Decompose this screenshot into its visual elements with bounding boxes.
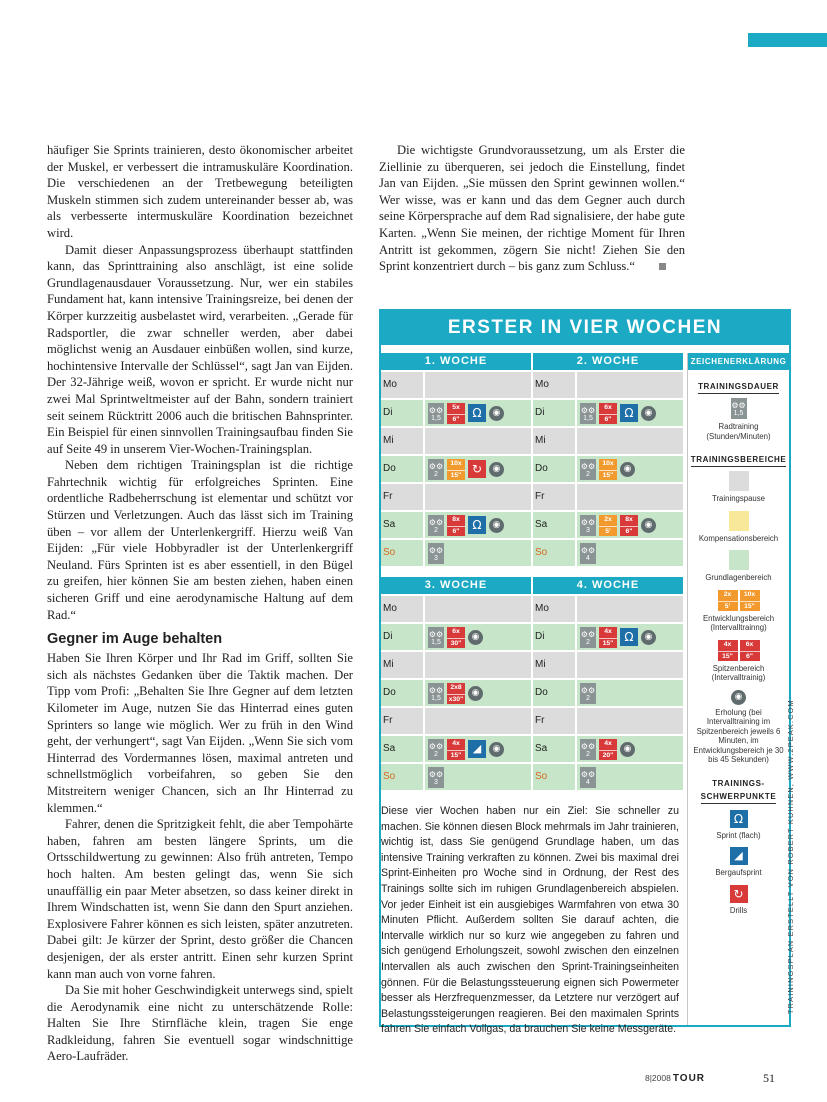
- week-day-row: [381, 540, 531, 566]
- recovery-icon: ◉: [489, 518, 504, 533]
- week-day-row: [381, 372, 531, 398]
- interval-duration: 5': [599, 526, 617, 536]
- recovery-icon: ◉: [489, 462, 504, 477]
- interval-icon: [447, 515, 465, 536]
- day-label: Fr: [533, 708, 575, 734]
- interval-reps: 6x: [745, 640, 754, 648]
- day-label: Mi: [381, 428, 423, 454]
- paragraph: Neben dem richtigen Trainingsplan ist die richtige Fahrtechnik wichtig für erfolgreiches Sprinten. Eine ordentliche Radbeherrschung ist elementar und schützt vor Stürzen und Verletzungen. Auch das lässt sich im Training üben – vor allem der Unterlenkergriff. Hierzu weiß Van Eijden: „Für viele Hobbyradler ist der Unterlenkergriff Neuland. Fürs Sprinten ist es aber essentiell, in den Bügel zu greifen, hier können Sie am besten ziehen, haben einen sicheren Griff und eine aerodynamische Haltung auf dem Rad.“: [47, 458, 353, 622]
- paragraph: häufiger Sie Sprints trainieren, desto ökonomischer arbeitet der Muskel, er verbessert die intramuskuläre Koordination. Die verschiedenen an der Tretbewegung beteiligten Muskeln stimmen sich zudem untereinander besser ab, was als verbesserte intermuskuläre Koordination bezeichnet wird.: [47, 143, 353, 240]
- interval-duration: 15": [599, 638, 617, 648]
- grundlagen-swatch: [729, 550, 749, 570]
- week-table: [381, 577, 531, 792]
- bike-hours: 2: [586, 694, 590, 702]
- legend-title: ZEICHENERKLÄRUNG: [688, 353, 789, 370]
- interval-duration: 30": [447, 638, 465, 648]
- legend-item-radtraining: [688, 398, 789, 441]
- legend-label: Erholung (bei Intervalltraining im Spitzenbereich jeweils 6 Minuten, im Entwicklungsbereich je 30 bis 45 Sekunden): [693, 707, 784, 764]
- day-plan-cell: [577, 372, 683, 398]
- day-label: Fr: [381, 484, 423, 510]
- bike-hours: 3: [586, 526, 590, 534]
- day-plan-cell: [577, 428, 683, 454]
- week-day-row: [533, 596, 683, 622]
- day-label: So: [381, 764, 423, 790]
- interval-duration: 6": [447, 526, 465, 536]
- interval-reps: 4x: [723, 640, 732, 648]
- interval-duration: 6": [599, 414, 617, 424]
- interval-duration: 6": [740, 651, 760, 661]
- recovery-icon: ◉: [731, 690, 746, 705]
- interval-duration: 6": [447, 414, 465, 424]
- legend-label: Bergaufsprint: [715, 868, 762, 877]
- end-mark-icon: [659, 263, 666, 270]
- legend-section-label: TRAININGS-: [712, 778, 765, 788]
- bike-icon: ⚙⚙ 4: [580, 543, 596, 564]
- bike-hours: 1,5: [431, 414, 441, 422]
- legend-item-grundlagen: [688, 550, 789, 583]
- footer: [645, 1073, 705, 1084]
- interval-reps: 10x: [743, 590, 756, 598]
- interval-icon: [599, 739, 617, 760]
- day-label: Mo: [381, 596, 423, 622]
- interval-reps: 5x: [452, 403, 460, 411]
- legend-item-drills: [688, 885, 789, 916]
- interval-duration: 5': [718, 601, 738, 611]
- legend-item-sprint: [688, 810, 789, 841]
- day-plan-cell: [425, 736, 531, 762]
- paragraph: Haben Sie Ihren Körper und Ihr Rad im Griff, sollten Sie sich als nächstes Gedanken über die Taktik machen. Der Tipp vom Profi: „Behalten Sie Ihre Gegner auf dem letzten Kilometer im Auge, nutzen Sie das Hinterrad eines guten Sprinters so lange wie möglich. Wer zu früh in den Wind geht, der verhungert“, sagt Van Eijden. „Wenn Sie sich vom Hinterrad des Vordermannes lösen, maximal antreten und schnellstmöglich vorbeifahren, so geben Sie den Mitstreitern weniger Chancen, sich an Ihr Hinterrad zu klemmen.“: [47, 651, 353, 815]
- day-label: So: [381, 540, 423, 566]
- hill-sprint-icon: ◢: [468, 740, 486, 758]
- bike-icon: ⚙⚙ 2: [580, 683, 596, 704]
- recovery-icon: ◉: [641, 630, 656, 645]
- article-column-right: [379, 142, 685, 275]
- legend-label: Drills: [729, 905, 748, 915]
- week-day-row: [381, 512, 531, 538]
- interval-duration: x30": [448, 695, 464, 703]
- interval-reps: 10x: [602, 459, 614, 467]
- bike-icon: ⚙⚙ 3: [428, 767, 444, 788]
- day-label: Sa: [533, 512, 575, 538]
- week-day-row: [533, 540, 683, 566]
- week-day-row: [533, 652, 683, 678]
- interval-icon: [599, 627, 617, 648]
- day-label: Mi: [381, 652, 423, 678]
- day-plan-cell: [577, 708, 683, 734]
- week-table: [533, 353, 683, 568]
- interval-duration: 15": [447, 470, 465, 480]
- day-label: Di: [381, 400, 423, 426]
- subheading: Gegner im Auge behalten: [47, 631, 223, 648]
- day-label: Mi: [533, 652, 575, 678]
- week-day-row: [533, 428, 683, 454]
- legend-label: Spitzenbereich (Intervalltrainig): [711, 663, 766, 682]
- sprint-flat-icon: Ω: [730, 810, 748, 828]
- day-plan-cell: [577, 596, 683, 622]
- legend-item-pause: [688, 471, 789, 504]
- day-plan-cell: [425, 624, 531, 650]
- week-header: 1. WOCHE: [381, 353, 531, 370]
- day-plan-cell: [577, 512, 683, 538]
- interval-reps: 8x: [452, 515, 460, 523]
- sprint-flat-icon: Ω: [468, 404, 486, 422]
- week-day-row: [533, 764, 683, 790]
- section-color-bar: [748, 33, 827, 47]
- day-plan-cell: [577, 736, 683, 762]
- bike-icon: ⚙⚙ 3: [428, 543, 444, 564]
- day-label: Do: [533, 456, 575, 482]
- bike-icon: ⚙⚙ 2: [428, 459, 444, 480]
- day-plan-cell: [425, 540, 531, 566]
- recovery-icon: ◉: [620, 742, 635, 757]
- week-day-row: [533, 372, 683, 398]
- drills-icon: ↻: [730, 885, 748, 903]
- bike-icon: ⚙⚙ 2: [428, 515, 444, 536]
- sprint-flat-icon: Ω: [620, 628, 638, 646]
- day-label: Sa: [533, 736, 575, 762]
- issue-number: 8|2008: [645, 1073, 671, 1083]
- interval-duration: 15": [599, 470, 617, 480]
- day-label: Sa: [381, 736, 423, 762]
- legend-label: Grundlagenbereich: [705, 573, 772, 582]
- day-plan-cell: [425, 764, 531, 790]
- sprint-flat-icon: Ω: [620, 404, 638, 422]
- bike-hours: 1,5: [431, 638, 441, 646]
- recovery-icon: ◉: [468, 630, 483, 645]
- legend-section-label: TRAININGSBEREICHE: [691, 455, 787, 467]
- bike-icon: ⚙⚙ 1,5: [731, 398, 747, 419]
- bike-icon: ⚙⚙ 4: [580, 767, 596, 788]
- interval-icon: [718, 640, 738, 661]
- interval-icon: [599, 515, 617, 536]
- legend-item-erholung: [688, 690, 789, 765]
- interval-icon: [620, 515, 638, 536]
- bike-icon: ⚙⚙ 2: [580, 627, 596, 648]
- day-plan-cell: [425, 596, 531, 622]
- interval-icon: [599, 403, 617, 424]
- legend-label: Sprint (flach): [716, 830, 761, 840]
- interval-reps: 4x: [452, 739, 460, 747]
- kompensation-swatch: [729, 511, 749, 531]
- day-plan-cell: [425, 652, 531, 678]
- week-day-row: [381, 764, 531, 790]
- day-label: Do: [381, 456, 423, 482]
- bike-hours: 1,5: [733, 410, 744, 417]
- day-plan-cell: [577, 764, 683, 790]
- sprint-flat-icon: Ω: [468, 516, 486, 534]
- interval-icon: [599, 459, 617, 480]
- day-plan-cell: [425, 708, 531, 734]
- bike-hours: 2: [586, 470, 590, 478]
- paragraph-text: Die wichtigste Grundvoraussetzung, um als Erster die Ziellinie zu überqueren, sei jedoch die Einstellung, findet Jan van Eijden. „Sie müssen den Sprint gewinnen wollen.“ Wer wisse, was er kann und das dem Gegner auch durch seine Körpersprache auf dem Rad signalisiere, der habe gute Karten. „Wenn Sie meinen, der richtige Moment für Ihren Antritt ist gekommen, zögern Sie nicht! Ziehen Sie den Sprint konzentriert durch – bis ganz zum Schluss.“: [379, 143, 685, 274]
- legend-section-title: [688, 382, 789, 391]
- day-plan-cell: [425, 680, 531, 706]
- week-day-row: [381, 428, 531, 454]
- day-plan-cell: [577, 400, 683, 426]
- bike-hours: 1,5: [431, 694, 441, 702]
- day-label: Di: [533, 624, 575, 650]
- interval-duration: 15": [740, 601, 760, 611]
- day-label: Mo: [533, 596, 575, 622]
- week-day-row: [381, 736, 531, 762]
- recovery-icon: ◉: [489, 742, 504, 757]
- legend-item-kompensation: [688, 511, 789, 544]
- bike-hours: 2: [586, 638, 590, 646]
- bike-hours: 1,5: [583, 414, 593, 422]
- legend-section-label: SCHWERPUNKTE: [701, 792, 777, 804]
- bike-hours: 3: [434, 778, 438, 786]
- interval-reps: 2x8: [450, 683, 462, 691]
- day-label: Fr: [381, 708, 423, 734]
- bike-icon: ⚙⚙ 2: [428, 739, 444, 760]
- drills-icon: ↻: [468, 460, 486, 478]
- box-title: ERSTER IN VIER WOCHEN: [381, 311, 789, 345]
- article-column-left: [47, 142, 353, 1065]
- recovery-icon: ◉: [641, 518, 656, 533]
- day-plan-cell: [425, 372, 531, 398]
- interval-icon: [447, 627, 465, 648]
- day-plan-cell: [577, 456, 683, 482]
- week-day-row: [533, 736, 683, 762]
- legend-item-berg: [688, 847, 789, 878]
- interval-reps: 6x: [604, 403, 612, 411]
- week-day-row: [533, 624, 683, 650]
- bike-icon: ⚙⚙ 3: [580, 515, 596, 536]
- day-label: Do: [533, 680, 575, 706]
- day-plan-cell: [577, 540, 683, 566]
- day-label: Di: [533, 400, 575, 426]
- interval-duration: 15": [718, 651, 738, 661]
- interval-icon: [447, 459, 465, 480]
- day-plan-cell: [425, 400, 531, 426]
- bike-hours: 4: [586, 554, 590, 562]
- week-header: 2. WOCHE: [533, 353, 683, 370]
- bike-icon: ⚙⚙ 1,5: [428, 627, 444, 648]
- paragraph: Damit dieser Anpassungsprozess überhaupt stattfinden kann, das Sprinttraining also anschlägt, ist eine solide Grundlagenausdauer Voraussetzung. Nur, wer ein stabiles Fundament hat, kann intensive Trainingsreize, bei denen der Körper kurzzeitig ausbelastet wird, verarbeiten. „Gerade für Radsportler, die zwar schneller werden, aber dabei möglichst wenig an Ausdauer einbüßen wollen, sind kurze, hochintensive Intervalle der Schlüssel“, sagt Jan van Eijden. Der 32-Jährige weiß, wovon er spricht. Er wurde nicht nur zwei Mal Sprintweltmeister auf der Bahn, sondern trainiert seit seinem Rücktritt 2006 auch die britischen Bahnsprinter. Ein Beispiel für einen sinnvollen Trainingsaufbau finden Sie auf Seite 49 in unserem Vier-Wochen-Trainingsplan.: [47, 242, 353, 456]
- interval-icon: [447, 739, 465, 760]
- training-plan-box: [379, 309, 791, 1036]
- week-day-row: [533, 456, 683, 482]
- week-day-row: [381, 484, 531, 510]
- week-day-row: [381, 596, 531, 622]
- day-label: Di: [381, 624, 423, 650]
- week-header: 4. WOCHE: [533, 577, 683, 594]
- day-label: So: [533, 540, 575, 566]
- interval-duration: 15": [447, 750, 465, 760]
- day-plan-cell: [577, 484, 683, 510]
- legend-item-spitzen: [688, 640, 789, 683]
- legend-section-label: TRAININGSDAUER: [698, 382, 779, 394]
- week-day-row: [533, 680, 683, 706]
- paragraph: [379, 142, 685, 275]
- day-label: Mi: [533, 428, 575, 454]
- day-label: Do: [381, 680, 423, 706]
- legend-label: Radtraining (Stunden/Minuten): [706, 422, 771, 441]
- bike-icon: ⚙⚙ 2: [580, 459, 596, 480]
- week-table: [533, 577, 683, 792]
- bike-icon: ⚙⚙ 1,5: [428, 403, 444, 424]
- bike-icon: ⚙⚙ 1,5: [428, 683, 444, 704]
- interval-icon: [447, 683, 465, 704]
- week-day-row: [381, 708, 531, 734]
- box-description: Diese vier Wochen haben nur ein Ziel: Sie schneller zu machen. Sie können diesen Block mehrmals im Jahr trainieren, wichtig ist, dass Sie genügend Grundlage haben, um das intensive Training verkraften zu können. Zwei bis maximal drei Sprint-Einheiten pro Woche sind in Ordnung, der Rest des Trainings sollte sich im ruhigen Grundlagenbereich abspielen. Vor jeder Einheit ist ein ausgiebiges Warmfahren von etwa 30 Minuten Pflicht. Außerdem sollten Sie darauf achten, die Intervalle wirklich nur so kurz wie angegeben zu fahren und sich genügend Erholungszeit, sowohl zwischen den einzelnen Intervallen als auch zwischen den Sprint-Trainingseinheiten gönnen. Für die Belastungssteuerung eignen sich Powermeter besser als Herzfrequenzmesser, da Letztere nur verzögert auf Belastungssteigerungen reagieren. Bei den maximalen Sprints fahren Sie einfach Vollgas, da brauchen Sie keine Messgeräte.: [381, 805, 679, 1036]
- bike-hours: 4: [586, 778, 590, 786]
- recovery-icon: ◉: [641, 406, 656, 421]
- day-plan-cell: [577, 680, 683, 706]
- week-day-row: [381, 680, 531, 706]
- week-day-row: [381, 652, 531, 678]
- day-label: Mo: [533, 372, 575, 398]
- week-day-row: [533, 400, 683, 426]
- hill-sprint-icon: ◢: [730, 847, 748, 865]
- interval-reps: 10x: [450, 459, 462, 467]
- day-plan-cell: [425, 484, 531, 510]
- day-plan-cell: [425, 512, 531, 538]
- week-table: [381, 353, 531, 568]
- bike-hours: 2: [434, 750, 438, 758]
- interval-reps: 2x: [723, 590, 732, 598]
- interval-duration: 6": [620, 526, 638, 536]
- week-day-row: [533, 512, 683, 538]
- legend-label: Trainingspause: [711, 494, 766, 503]
- interval-reps: 4x: [604, 739, 612, 747]
- legend-label: Kompensationsbereich: [698, 533, 779, 543]
- legend-label: Entwicklungsbereich (Intervalltrainng): [702, 613, 775, 632]
- day-label: Fr: [533, 484, 575, 510]
- bike-icon: ⚙⚙ 2: [580, 739, 596, 760]
- recovery-icon: ◉: [620, 462, 635, 477]
- paragraph: Da Sie mit hoher Geschwindigkeit unterwegs sind, spielt die Aerodynamik eine nicht zu unterschätzende Rolle: Halten Sie Ihre Stirnfläche klein, tragen Sie enge Radkleidung, fahren Sie eventuell sogar windschnittige Aero-Laufräder.: [47, 983, 353, 1064]
- legend-section-title: [688, 777, 789, 803]
- interval-icon: [447, 403, 465, 424]
- interval-reps: 6x: [452, 627, 460, 635]
- bike-hours: 3: [434, 554, 438, 562]
- week-header: 3. WOCHE: [381, 577, 531, 594]
- legend: [687, 353, 789, 1025]
- magazine-name: TOUR: [672, 1073, 706, 1084]
- day-label: Mo: [381, 372, 423, 398]
- legend-item-entwicklung: [688, 590, 789, 633]
- legend-section-title: [688, 455, 789, 464]
- day-label: So: [533, 764, 575, 790]
- page-number: 51: [763, 1071, 775, 1085]
- credit-line: TRAININGSPLAN ERSTELLT VON ROBERT KUHNEN, WWW.2PEAK.COM: [786, 699, 795, 1014]
- week-day-row: [381, 456, 531, 482]
- day-plan-cell: [425, 428, 531, 454]
- interval-duration: 20": [599, 750, 617, 760]
- week-day-row: [381, 624, 531, 650]
- week-day-row: [533, 484, 683, 510]
- interval-reps: 2x: [604, 515, 612, 523]
- week-day-row: [381, 400, 531, 426]
- interval-icon: [740, 640, 760, 661]
- week-day-row: [533, 708, 683, 734]
- recovery-icon: ◉: [468, 686, 483, 701]
- bike-icon: ⚙⚙ 1,5: [580, 403, 596, 424]
- interval-reps: 8x: [625, 515, 633, 523]
- interval-reps: 4x: [604, 627, 612, 635]
- day-plan-cell: [577, 652, 683, 678]
- day-label: Sa: [381, 512, 423, 538]
- pause-swatch: [729, 471, 749, 491]
- bike-hours: 2: [434, 470, 438, 478]
- day-plan-cell: [577, 624, 683, 650]
- bike-hours: 2: [434, 526, 438, 534]
- bike-hours: 2: [586, 750, 590, 758]
- interval-icon: [740, 590, 760, 611]
- recovery-icon: ◉: [489, 406, 504, 421]
- interval-icon: [718, 590, 738, 611]
- paragraph: Fahrer, denen die Spritzigkeit fehlt, die aber Tempohärte haben, fahren am besten längere Sprints, um die Ortsschildwertung zu gewinnen: Also früh antreten, Tempo hoch halten. Am besten gelingt das, wenn Sie sich unauffällig ein paar Meter absetzen, so dass keiner direkt in Ihrem Windschatten ist, wenn Sie dann den Spurt anziehen. Explosivere Fahrer können es sich leisten, später anzutreten. Dabei gilt: Je kürzer der Sprint, desto größer die Chancen desjenigen, der als erster antritt. Einen sehr kurzen Sprint kann man auch von vorne fahren.: [47, 817, 353, 981]
- day-plan-cell: [425, 456, 531, 482]
